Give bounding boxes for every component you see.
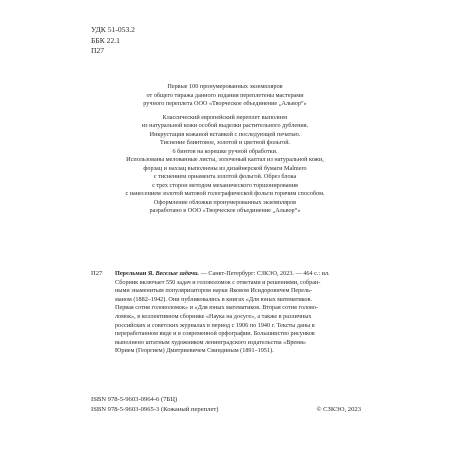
author-mark: П27 <box>91 46 105 56</box>
copyright-notice: © СЗКЭО, 2023 <box>316 406 361 413</box>
info-line: Инкрустация кожаной вставкой с последующей печатью. <box>149 130 301 138</box>
entry-description <box>115 270 361 356</box>
info-line: с трех сторон методом механического торшонирования <box>152 181 298 189</box>
entry-line: маном (1882–1942). Они публиковались в книгах «Для юных математиков. <box>115 295 312 303</box>
info-line: с тиснением орнамента золотой фольгой. Обрез блока <box>153 173 297 180</box>
entry-first-line <box>115 270 361 279</box>
catalog-entry <box>91 270 361 356</box>
info-line: форзац и нахзац выполнены из дизайнерской бумаги Malmero <box>143 164 307 172</box>
info-line: 6 бинтов на корешке ручной обработки. <box>172 147 278 155</box>
info-line: Оформление обложки пронумерованных экземпляров <box>153 198 297 206</box>
udk-code: УДК 51-053.2 <box>91 25 135 34</box>
entry-line: ными знаменитым популяризатором науки Яковом Исидоровичем Перель- <box>115 287 312 295</box>
info-line: Классический европейский переплет выполнен <box>162 113 288 121</box>
info-line: Первые 100 пронумерованных экземпляров <box>167 83 283 90</box>
binding-description <box>100 114 350 216</box>
info-line: из натуральной кожи особой выделки растительного дубления. <box>141 122 309 129</box>
entry-line: ломок», в коллективном сборнике «Наука на досуге», а также в различных <box>115 312 312 320</box>
info-line: Использованы мелованные листы, золоченый каптал из натуральной кожи, <box>126 156 324 163</box>
limited-edition-note <box>100 83 350 109</box>
book-title: Веселые задачи. <box>155 270 200 277</box>
entry-line: переработанном виде и в современной орфографии. Большинство рисунков <box>115 330 315 338</box>
entry-line: Сборник включает 550 задач и головоломок с ответами и решениями, собран- <box>115 278 321 286</box>
classification-codes <box>91 25 135 57</box>
author-name: Перельман Я. <box>115 270 154 277</box>
info-line: от общего тиража данного издания переплетены мастерами <box>146 91 304 99</box>
isbn-leather: ISBN 978-5-9603-0965-3 (Кожаный переплет) <box>91 406 219 413</box>
entry-line: Первая сотня головоломок» и «Для юных математиков. Вторая сотня голово- <box>115 304 319 312</box>
info-line: Тиснение блинтовое, золотой и цветной фольгой. <box>159 139 291 146</box>
entry-line: выполнено штатным художником ленинградского издательства «Время» <box>115 338 307 346</box>
imprint: — Санкт-Петербург: СЗКЭО, 2023. — 464 с.: ил. <box>199 270 330 277</box>
entry-line: российских и советских журналах в период с 1906 по 1940 г. Тексты даны в <box>115 321 315 329</box>
isbn-standard: ISBN 978-5-9603-0964-6 (7БЦ) <box>91 396 178 403</box>
info-line: разработано в ООО «Творческое объединение „Альвор“» <box>149 207 301 214</box>
edition-info <box>100 83 350 216</box>
entry-line: Юрием (Георгием) Дмитриевичем Свиндиным (1891–1951). <box>115 347 274 355</box>
bbk-code: ББК 22.1 <box>91 35 120 45</box>
info-line: ручного переплета ООО «Творческое объединение „Альвор“» <box>143 100 307 107</box>
isbn-block <box>91 395 361 415</box>
info-line: с нанесением золотой матовой голографической фольги горячим способом. <box>125 190 325 197</box>
isbn-row <box>91 395 361 405</box>
entry-code: П27 <box>91 270 103 277</box>
isbn-row <box>91 405 361 415</box>
